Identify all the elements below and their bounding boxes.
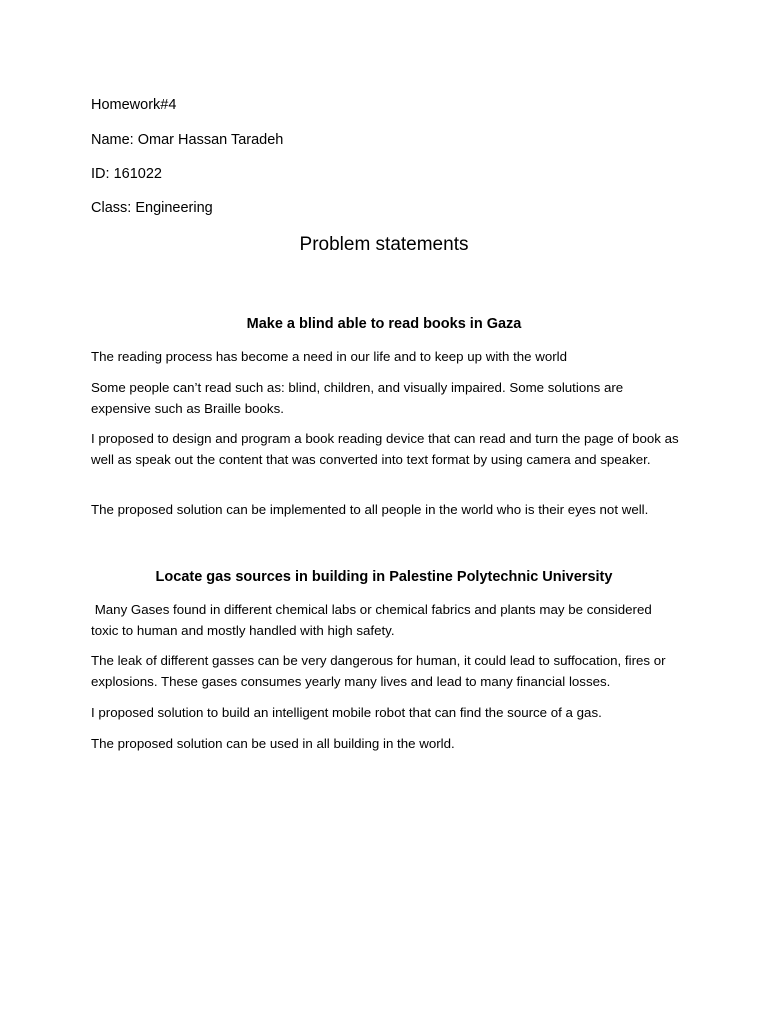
student-id-line <box>91 165 162 183</box>
section-paragraph: The proposed solution can be implemented to all people in the world who is their eyes not well. <box>91 502 649 517</box>
section-paragraph: The reading process has become a need in our life and to keep up with the world <box>91 349 568 364</box>
section-paragraph: I proposed solution to build an intelligent mobile robot that can find the source of a gas. <box>91 705 602 720</box>
section-paragraph: The leak of different gasses can be very dangerous for human, it could lead to suffocation, fires or explosions. These gases consumes yearly many lives and lead to many financial losses. <box>91 653 670 689</box>
id-label: ID: <box>91 166 110 182</box>
student-name-line <box>91 131 283 149</box>
section-paragraph: The proposed solution can be used in all building in the world. <box>91 736 455 751</box>
class-line <box>91 199 213 217</box>
page-title: Problem statements <box>299 234 469 255</box>
name-label: Name: <box>91 132 134 148</box>
homework-number: Homework#4 <box>91 97 177 113</box>
section-paragraph: Some people can’t read such as: blind, children, and visually impaired. Some solutions are expensive such as Braille books. <box>91 380 627 416</box>
section-heading: Locate gas sources in building in Palestine Polytechnic University <box>155 569 613 585</box>
class-label: Class: <box>91 200 132 216</box>
section-paragraph: Many Gases found in different chemical labs or chemical fabrics and plants may be considered toxic to human and mostly handled with high safety. <box>91 602 656 638</box>
class-value: Engineering <box>135 200 213 216</box>
section-paragraph: I proposed to design and program a book reading device that can read and turn the page of book as well as speak out the content that was converted into text format by using camera and speaker. <box>91 431 683 467</box>
id-value: 161022 <box>113 166 162 182</box>
name-value: Omar Hassan Taradeh <box>137 132 284 148</box>
section-heading: Make a blind able to read books in Gaza <box>246 316 522 332</box>
